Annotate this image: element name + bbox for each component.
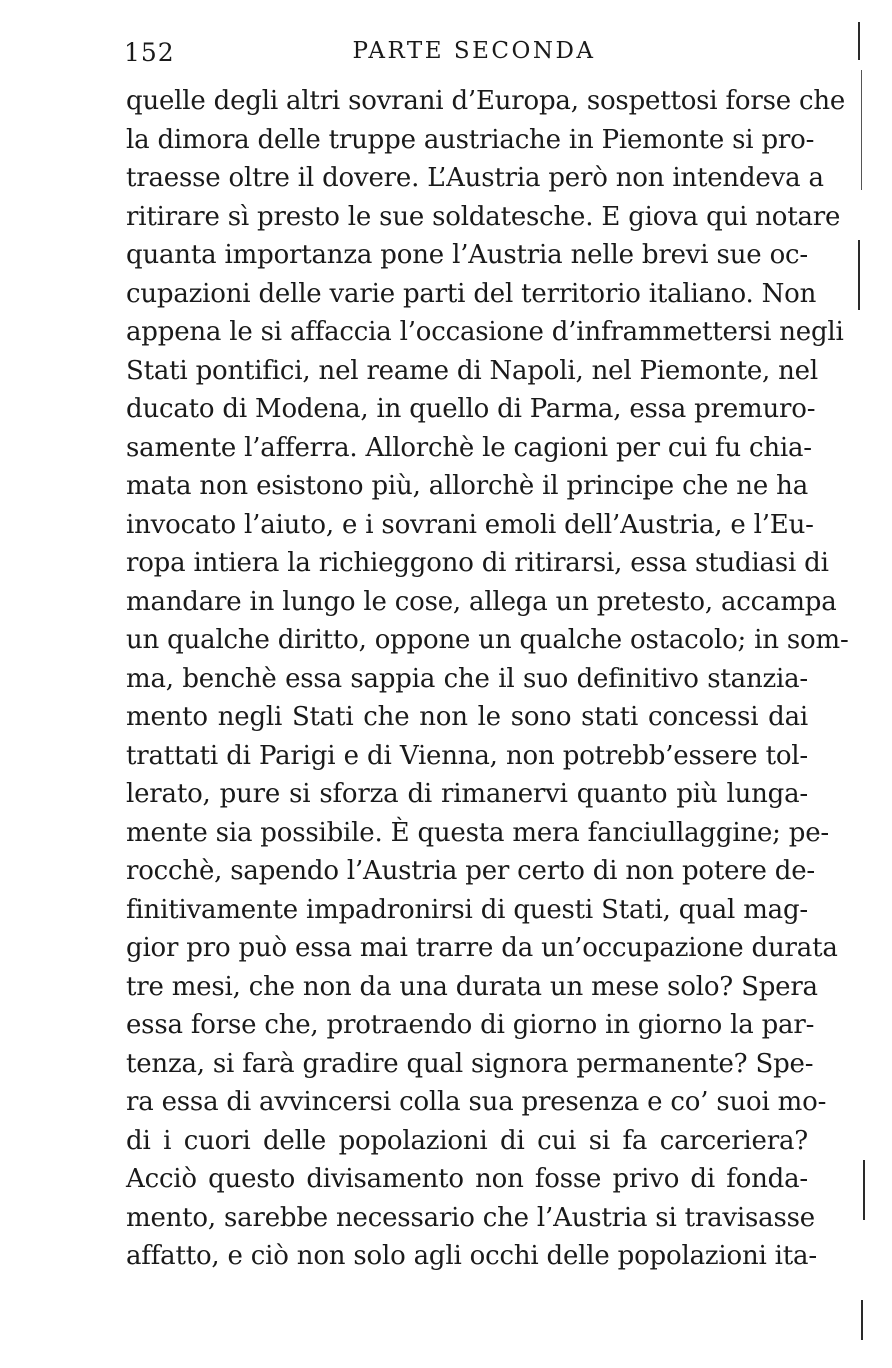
text-line: tenza, si farà gradire qual signora permanente? Spe- <box>126 1048 814 1079</box>
text-line: quelle degli altri sovrani d’Europa, sospettosi forse che <box>126 86 846 116</box>
text-line: quanta importanza pone l’Austria nelle brevi sue oc- <box>126 240 808 270</box>
text-line: tre mesi, che non da una durata un mese solo? Spera <box>126 971 818 1002</box>
text-line: ropa intiera la richieggono di ritirarsi, essa studiasi di <box>126 548 829 578</box>
text-line: un qualche diritto, oppone un qualche ostacolo; in som- <box>126 625 849 655</box>
body-text <box>126 82 849 1276</box>
text-line: gior pro può essa mai trarre da un’occupazione durata <box>126 933 838 963</box>
page-number: 152 <box>124 38 175 67</box>
text-line: appena le si affaccia l’occasione d’inframmettersi negli <box>126 317 844 347</box>
text-line: ducato di Modena, in quello di Parma, essa premuro- <box>126 394 816 424</box>
text-line: samente l’afferra. Allorchè le cagioni per cui fu chia- <box>126 432 812 463</box>
text-line: trattati di Parigi e di Vienna, non potrebb’essere tol- <box>126 740 808 771</box>
text-line: invocato l’aiuto, e i sovrani emoli dell’Austria, e l’Eu- <box>126 509 814 540</box>
scan-margin-mark <box>858 22 860 60</box>
text-line: finitivamente impadronirsi di questi Stati, qual mag- <box>126 894 808 925</box>
scan-margin-mark <box>858 240 860 310</box>
text-line: cupazioni delle varie parti del territorio italiano. Non <box>126 278 817 309</box>
text-line: ma, benchè essa sappia che il suo definitivo stanzia- <box>126 663 808 694</box>
text-line: essa forse che, protraendo di giorno in giorno la par- <box>126 1010 815 1040</box>
scan-margin-mark <box>861 1300 863 1340</box>
scan-margin-mark <box>861 70 862 190</box>
text-line: Stati pontifici, nel reame di Napoli, nel Piemonte, nel <box>126 355 818 386</box>
text-line: mento, sarebbe necessario che l’Austria si travisasse <box>126 1202 815 1233</box>
page-header <box>124 38 814 78</box>
text-line: ra essa di avvincersi colla sua presenza e co’ suoi mo- <box>126 1087 827 1117</box>
text-line: rocchè, sapendo l’Austria per certo di non potere de- <box>126 856 815 886</box>
text-line: affatto, e ciò non solo agli occhi delle popolazioni ita- <box>126 1241 817 1271</box>
text-line: lerato, pure si sforza di rimanervi quanto più lunga- <box>126 779 808 809</box>
text-line: ritirare sì presto le sue soldatesche. E giova qui notare <box>126 201 841 232</box>
text-line: mento negli Stati che non le sono stati concessi dai <box>126 702 808 732</box>
text-line: mata non esistono più, allorchè il principe che ne ha <box>126 471 808 501</box>
text-line: mandare in lungo le cose, allega un pretesto, accampa <box>126 586 837 617</box>
running-head: PARTE SECONDA <box>352 38 596 64</box>
scan-margin-mark <box>863 1160 865 1220</box>
text-line: Acciò questo divisamento non fosse privo di fonda- <box>126 1164 808 1194</box>
text-line: la dimora delle truppe austriache in Piemonte si pro- <box>126 124 815 155</box>
text-line: traesse oltre il dovere. L’Austria però non intendeva a <box>126 163 824 193</box>
text-line: mente sia possibile. È questa mera fanciullaggine; pe- <box>126 817 830 848</box>
text-line: di i cuori delle popolazioni di cui si fa carceriera? <box>126 1125 808 1156</box>
